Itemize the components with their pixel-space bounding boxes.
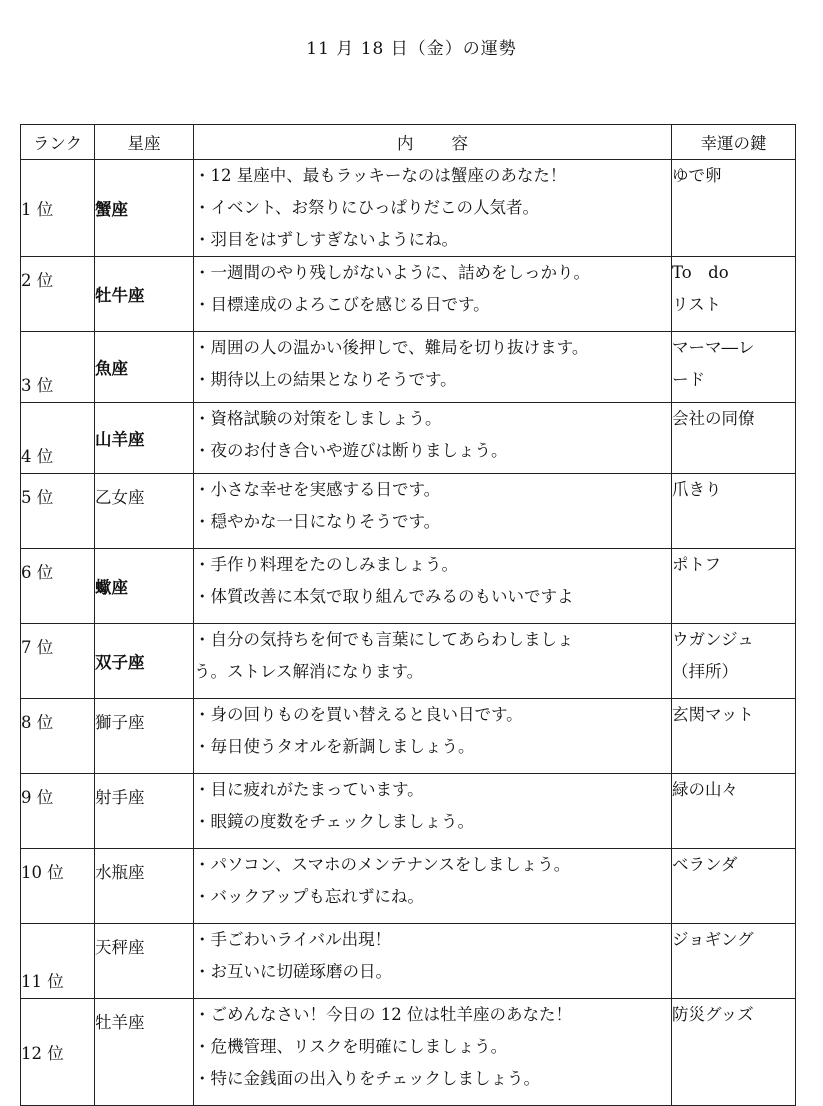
content-line: ・身の回りものを買い替えると良い日です。 [194, 705, 523, 724]
page-title: 11 月 18 日（金）の運勢 [306, 39, 517, 59]
header-rank: ランク [21, 125, 95, 160]
lucky-key-cell [672, 549, 796, 624]
rank-cell: 5 位 [21, 474, 95, 549]
content-cell [194, 257, 672, 332]
sign-cell: 水瓶座 [95, 849, 194, 924]
rank-cell: 9 位 [21, 774, 95, 849]
content-line: ・手ごわいライバル出現！ [194, 930, 392, 949]
content-cell [194, 624, 672, 699]
content-line: ・期待以上の結果となりそうです。 [194, 370, 457, 389]
content-line: ・お互いに切磋琢磨の日。 [194, 962, 392, 981]
rank-cell: 3 位 [21, 332, 95, 403]
content-cell [194, 924, 672, 999]
content-line: ・周囲の人の温かい後押しで、難局を切り抜けます。 [194, 338, 589, 357]
lucky-key-line: To do [672, 263, 729, 282]
content-line: ・ごめんなさい！今日の 12 位は牡羊座のあなた！ [194, 1005, 572, 1024]
rank-cell: 7 位 [21, 624, 95, 699]
table-row [21, 474, 796, 549]
sign-cell: 牡羊座 [95, 999, 194, 1106]
table-header-row [21, 125, 796, 160]
lucky-key-cell [672, 849, 796, 924]
content-line: ・体質改善に本気で取り組んでみるのもいいですよ [194, 587, 574, 606]
lucky-key-line: 会社の同僚 [672, 409, 755, 428]
lucky-key-line: ポトフ [672, 555, 722, 574]
content-line: ・穏やかな一日になりそうです。 [194, 512, 441, 531]
sign-cell: 山羊座 [95, 403, 194, 474]
table-row [21, 160, 796, 257]
lucky-key-cell [672, 999, 796, 1106]
content-cell [194, 699, 672, 774]
rank-cell: 11 位 [21, 924, 95, 999]
table-row [21, 924, 796, 999]
sign-cell: 乙女座 [95, 474, 194, 549]
content-cell [194, 849, 672, 924]
lucky-key-cell [672, 924, 796, 999]
sign-cell: 牡牛座 [95, 257, 194, 332]
table-row [21, 332, 796, 403]
rank-cell: 8 位 [21, 699, 95, 774]
content-line: ・資格試験の対策をしましょう。 [194, 409, 442, 428]
table-row [21, 549, 796, 624]
rank-cell: 6 位 [21, 549, 95, 624]
lucky-key-line: ード [672, 370, 705, 389]
content-line: ・パソコン、スマホのメンテナンスをしましょう。 [194, 855, 571, 874]
content-cell [194, 474, 672, 549]
rank-cell: 12 位 [21, 999, 95, 1106]
content-cell [194, 774, 672, 849]
fortune-table-body [21, 160, 796, 1106]
content-line: ・羽目をはずしすぎないようにね。 [194, 230, 458, 249]
lucky-key-line: マーマ―レ [672, 338, 755, 357]
content-line: ・小さな幸せを実感する日です。 [194, 480, 441, 499]
lucky-key-line: ジョギング [672, 930, 754, 949]
lucky-key-cell [672, 774, 796, 849]
sign-cell: 双子座 [95, 624, 194, 699]
content-cell [194, 999, 672, 1106]
content-line: ・一週間のやり残しがないように、詰めをしっかり。 [194, 263, 590, 282]
lucky-key-cell [672, 699, 796, 774]
sign-cell: 天秤座 [95, 924, 194, 999]
table-row [21, 403, 796, 474]
sign-cell: 射手座 [95, 774, 194, 849]
header-sign: 星座 [95, 125, 194, 160]
content-line: ・夜のお付き合いや遊びは断りましょう。 [194, 441, 508, 460]
table-row [21, 999, 796, 1106]
content-line: ・手作り料理をたのしみましょう。 [194, 555, 458, 574]
content-cell [194, 403, 672, 474]
sign-cell: 獅子座 [95, 699, 194, 774]
content-line: ・自分の気持ちを何でも言葉にしてあらわしましょ [194, 630, 574, 649]
lucky-key-line: 爪きり [672, 480, 722, 499]
content-cell [194, 160, 672, 257]
rank-cell: 4 位 [21, 403, 95, 474]
content-line: ・イベント、お祭りにひっぱりだこの人気者。 [194, 198, 540, 217]
header-content: 内容 [194, 125, 672, 160]
content-line: ・12 星座中、最もラッキーなのは蟹座のあなた！ [194, 166, 567, 185]
sign-cell: 蠍座 [95, 549, 194, 624]
content-line: う。ストレス解消になります。 [194, 662, 424, 681]
content-line: ・特に金銭面の出入りをチェックしましょう。 [194, 1069, 541, 1088]
lucky-key-line: （拝所） [672, 662, 738, 681]
rank-cell: 2 位 [21, 257, 95, 332]
content-cell [194, 549, 672, 624]
table-row [21, 774, 796, 849]
lucky-key-cell [672, 624, 796, 699]
sign-cell: 魚座 [95, 332, 194, 403]
lucky-key-cell [672, 332, 796, 403]
lucky-key-line: ベランダ [672, 855, 738, 874]
content-line: ・目に疲れがたまっています。 [194, 780, 424, 799]
header-lucky-key: 幸運の鍵 [672, 125, 796, 160]
table-row [21, 257, 796, 332]
fortune-table [20, 124, 796, 1106]
table-row [21, 699, 796, 774]
content-line: ・危機管理、リスクを明確にしましょう。 [194, 1037, 508, 1056]
lucky-key-cell [672, 257, 796, 332]
table-row [21, 849, 796, 924]
lucky-key-cell [672, 474, 796, 549]
content-line: ・眼鏡の度数をチェックしましょう。 [194, 812, 475, 831]
lucky-key-line: 防災グッズ [672, 1005, 754, 1024]
rank-cell: 10 位 [21, 849, 95, 924]
lucky-key-line: ゆで卵 [672, 166, 722, 185]
sign-cell: 蟹座 [95, 160, 194, 257]
lucky-key-line: リスト [672, 295, 722, 314]
lucky-key-line: ウガンジュ [672, 630, 754, 649]
lucky-key-line: 玄関マット [672, 705, 754, 724]
content-line: ・毎日使うタオルを新調しましょう。 [194, 737, 475, 756]
lucky-key-cell [672, 403, 796, 474]
table-row [21, 624, 796, 699]
rank-cell: 1 位 [21, 160, 95, 257]
lucky-key-line: 緑の山々 [672, 780, 738, 799]
content-line: ・目標達成のよろこびを感じる日です。 [194, 295, 490, 314]
content-line: ・バックアップも忘れずにね。 [194, 887, 424, 906]
content-cell [194, 332, 672, 403]
lucky-key-cell [672, 160, 796, 257]
